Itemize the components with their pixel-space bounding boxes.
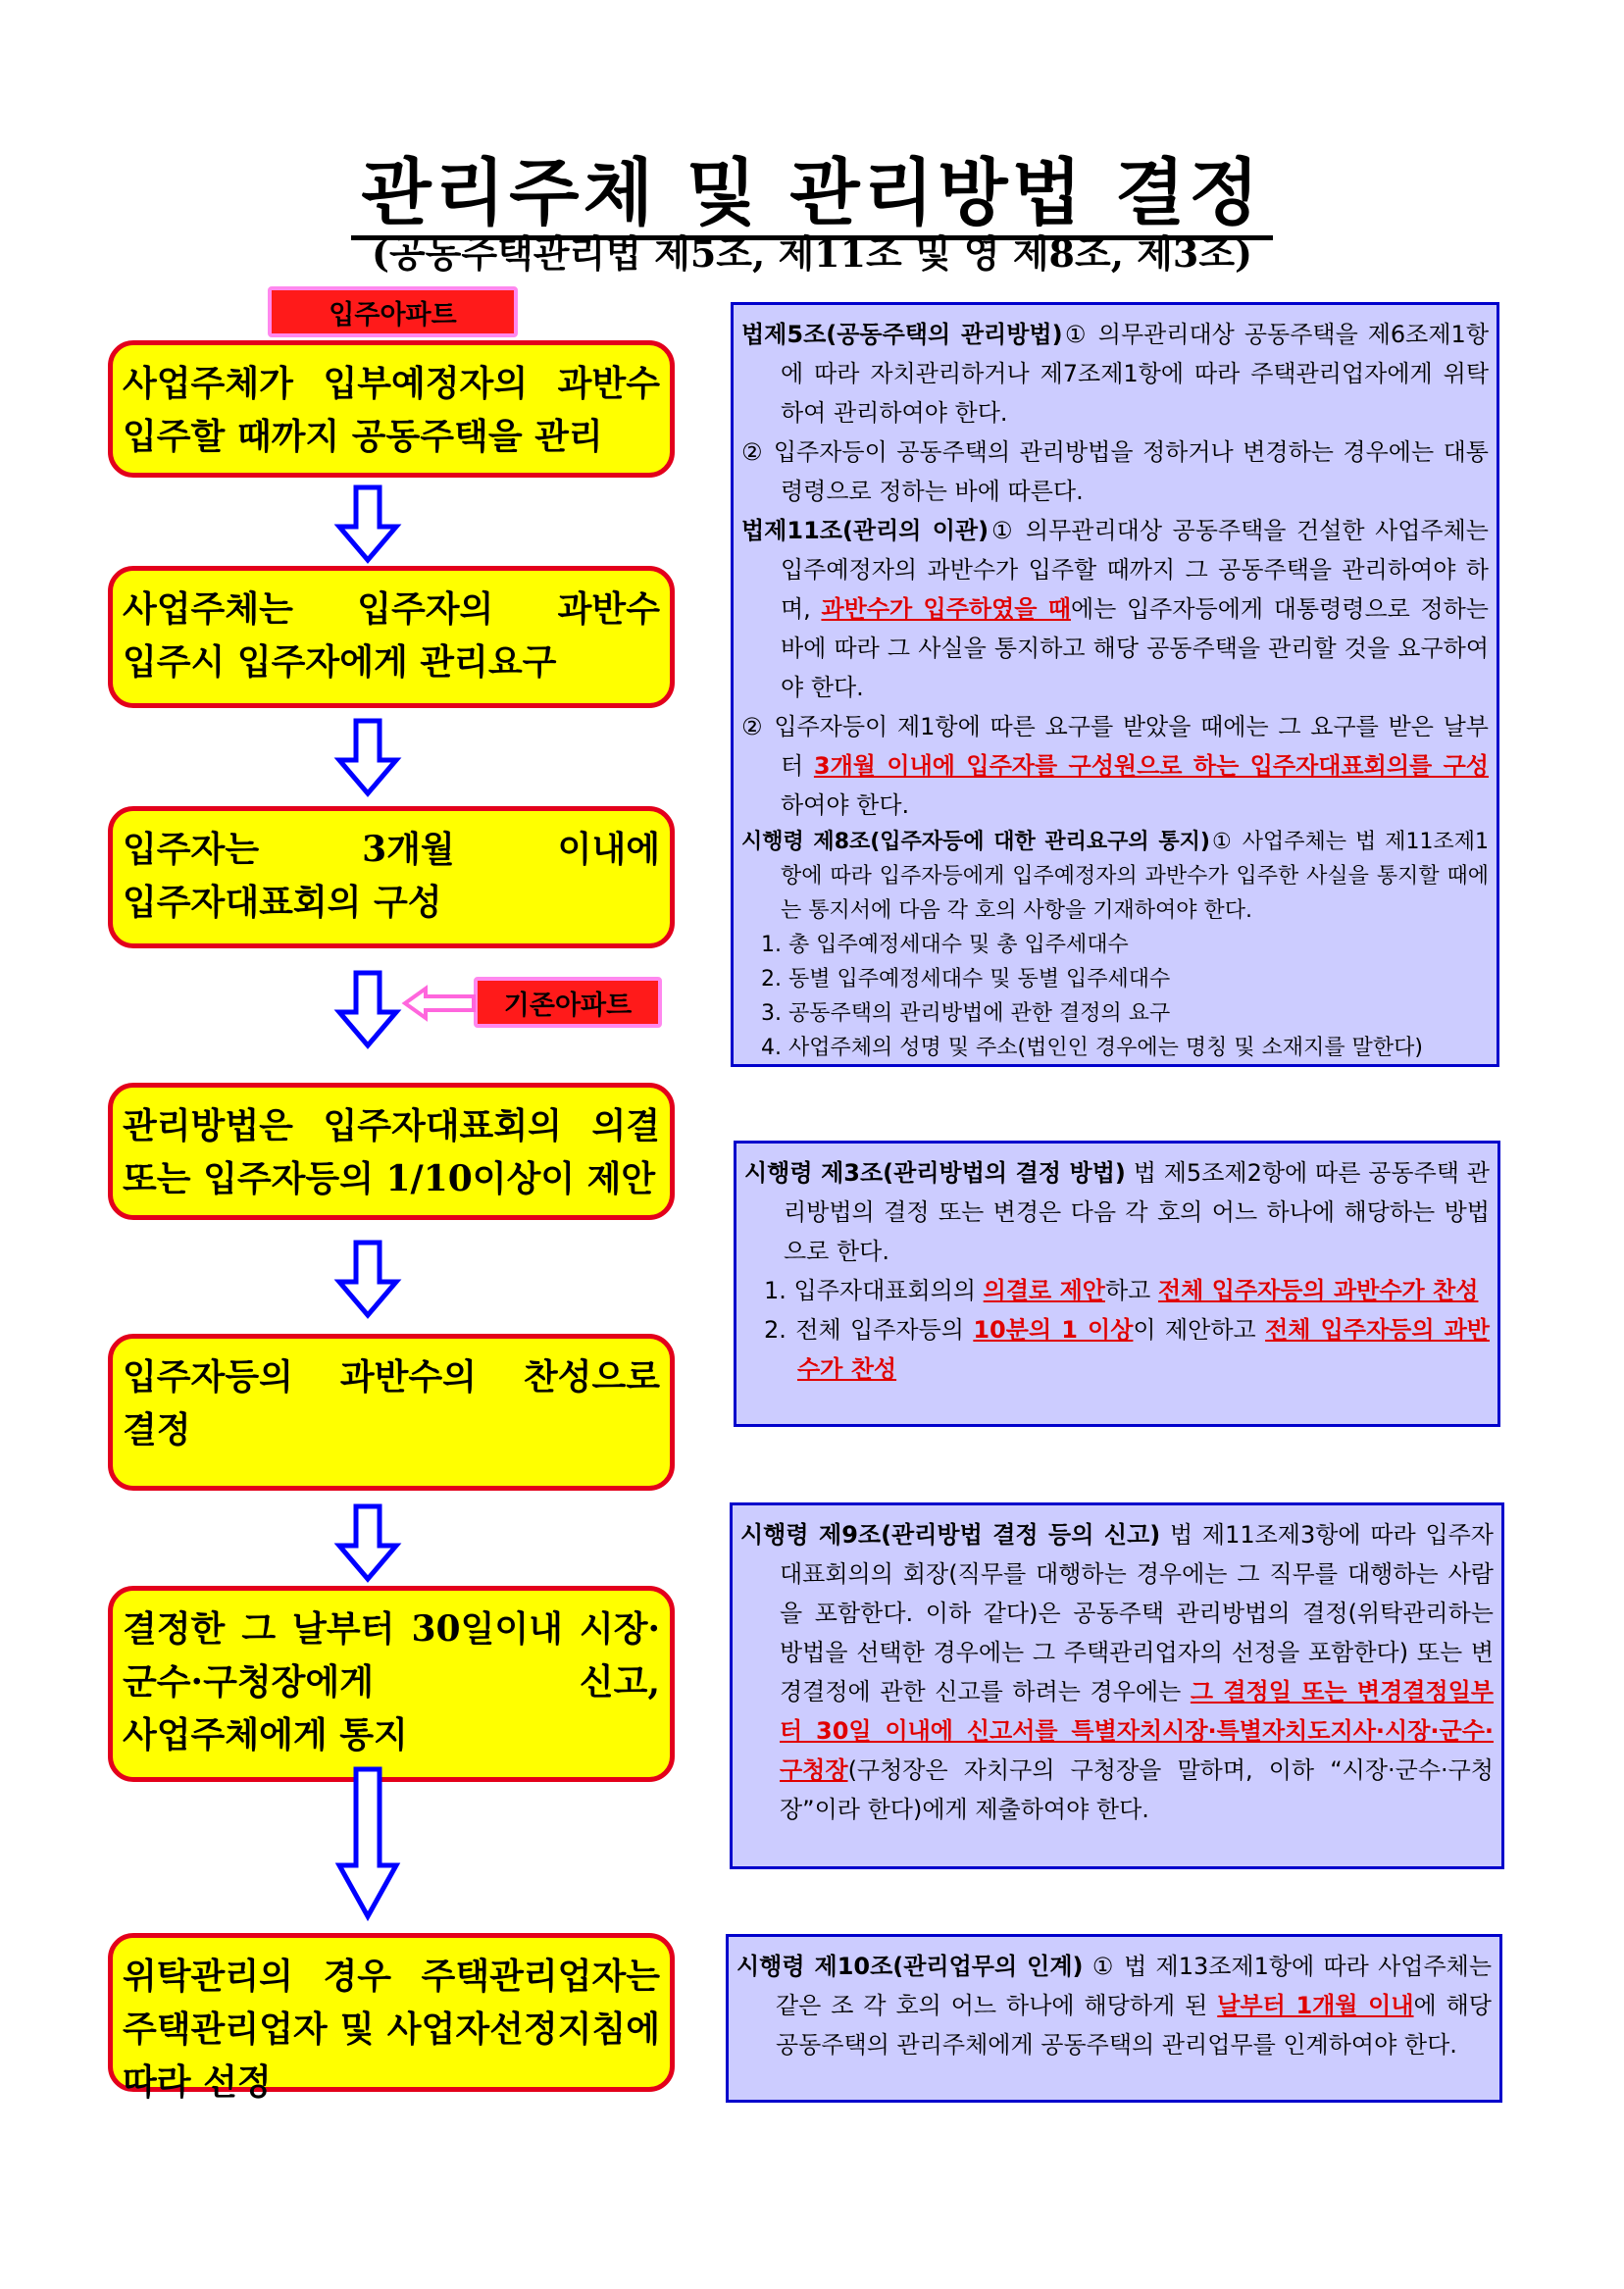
page-subtitle: (공동주택관리법 제5조, 제11조 및 영 제8조, 제3조) <box>371 231 1253 276</box>
highlight-text: 날부터 1개월 이내 <box>1217 1992 1414 2019</box>
down-arrow-icon <box>333 719 402 797</box>
flow-step-2: 사업주체는 입주자의 과반수 입주시 입주자에게 관리요구 <box>108 566 675 708</box>
article-text: 하여야 한다. <box>781 791 910 819</box>
flow-step-5: 입주자등의 과반수의 찬성으로 결정 <box>108 1334 675 1491</box>
article-text: 법 제11조제3항에 따라 입주자대표회의의 회장(직무를 대행하는 경우에는 그 직무를 대행하는 사람을 포함한다. 이하 같다)은 공동주택 관리방법의 결정(위탁관리하는 방법을 선택한 경우에는 그 주택관리업자의 선정을 포함한다) 또는 변경결정에 관한 신고를 하려는 경우에는 <box>780 1521 1494 1705</box>
law-panel-decree-9 <box>730 1502 1504 1869</box>
article-heading: 시행령 제3조(관리방법의 결정 방법) <box>744 1159 1126 1187</box>
article-text: 입주자대표회의의 <box>793 1277 977 1304</box>
article-text: 법 제5조제2항에 따른 공동주택 관리방법의 결정 또는 변경은 다음 각 호의 어느 하나에 해당하는 방법으로 한다. <box>784 1159 1490 1265</box>
highlight-text: 과반수가 입주하였을 때 <box>821 595 1071 623</box>
article-text: 전체 입주자등의 <box>795 1316 964 1344</box>
list-item: 4. 사업주체의 성명 및 주소(법인인 경우에는 명칭 및 소재지를 말한다) <box>761 1036 1423 1060</box>
article-heading: 시행령 제8조(입주자등에 대한 관리요구의 통지) <box>741 830 1210 854</box>
down-arrow-icon <box>333 485 402 564</box>
flow-step-3: 입주자는 3개월 이내에 입주자대표회의 구성 <box>108 806 675 948</box>
law-panel-decree-10 <box>726 1934 1502 2103</box>
article-text: 하고 <box>1104 1277 1151 1304</box>
article-heading: 시행령 제10조(관리업무의 인계) <box>736 1953 1084 1980</box>
flow-step-6: 결정한 그 날부터 30일이내 시장·군수·구청장에게 신고, 사업주체에게 통지 <box>108 1586 675 1782</box>
article-text: ① 의무관리대상 공동주택을 제6조제1항에 따라 자치관리하거나 제7조제1항에 따라 주택관리업자에게 위탁하여 관리하여야 한다. <box>781 321 1490 427</box>
down-arrow-icon <box>333 1504 402 1583</box>
law-panel-decree-3 <box>734 1141 1500 1427</box>
highlight-text: 10분의 1 이상 <box>973 1316 1134 1344</box>
tag-new-apartment: 입주아파트 <box>268 286 518 337</box>
article-heading: 법제11조(관리의 이관) <box>741 517 990 544</box>
list-item: 3. 공동주택의 관리방법에 관한 결정의 요구 <box>761 1001 1171 1026</box>
flow-step-4: 관리방법은 입주자대표회의 의결 또는 입주자등의 1/10이상이 제안 <box>108 1083 675 1220</box>
list-item: 1. 총 입주예정세대수 및 총 입주세대수 <box>761 933 1129 957</box>
article-text: 이 제안하고 <box>1133 1316 1256 1344</box>
highlight-text: 3개월 이내에 입주자를 구성원으로 하는 입주자대표회의를 구성 <box>813 752 1489 780</box>
article-text: ① 사업주체는 법 제11조제1항에 따라 입주자등에게 입주예정자의 과반수가 입주한 사실을 통지할 때에는 통지서에 다음 각 호의 사항을 기재하여야 한다. <box>781 830 1490 923</box>
highlight-text: 그 결정일 또는 변경결정일부터 30일 이내에 신고서를 특별자치시장·특별자치도지사·시장·군수·구청장 <box>780 1678 1494 1784</box>
article-heading: 시행령 제9조(관리방법 결정 등의 신고) <box>740 1521 1161 1549</box>
list-number: 2. <box>764 1316 787 1344</box>
left-arrow-icon <box>402 986 477 1021</box>
flow-step-7: 위탁관리의 경우 주택관리업자는 주택관리업자 및 사업자선정지침에 따라 선정 <box>108 1933 675 2092</box>
down-arrow-icon <box>333 1241 402 1319</box>
article-text: (구청장은 자치구의 구청장을 말하며, 이하 “시장·군수·구청장”이라 한다)에게 제출하여야 한다. <box>780 1756 1494 1823</box>
article-text: ② 입주자등이 공동주택의 관리방법을 정하거나 변경하는 경우에는 대통령령으로 정하는 바에 따른다. <box>741 438 1489 505</box>
page-title: 관리주체 및 관리방법 결정 <box>0 135 1624 239</box>
highlight-text: 전체 입주자등의 과반수가 찬성 <box>797 1316 1490 1383</box>
article-text: 에 해당 공동주택의 관리주체에게 공동주택의 관리업무를 인계하여야 한다. <box>776 1992 1492 2059</box>
highlight-text: 의결로 제안 <box>983 1277 1105 1304</box>
article-heading: 법제5조(공동주택의 관리방법) <box>741 321 1063 348</box>
law-panel-article-5-11 <box>731 302 1499 1067</box>
article-text: ① 의무관리대상 공동주택을 건설한 사업주체는 입주예정자의 과반수가 입주할 때까지 그 공동주택을 관리하여야 하며, <box>781 517 1489 623</box>
tag-existing-apartment: 기존아파트 <box>474 977 662 1028</box>
highlight-text: 전체 입주자등의 과반수가 찬성 <box>1157 1277 1479 1304</box>
article-text: 에는 입주자등에게 대통령령으로 정하는 바에 따라 그 사실을 통지하고 해당 공동주택을 관리할 것을 요구하여야 한다. <box>781 595 1489 701</box>
article-text: ① 법 제13조제1항에 따라 사업주체는 같은 조 각 호의 어느 하나에 해당하게 된 <box>776 1953 1493 2019</box>
flow-step-1: 사업주체가 입부예정자의 과반수 입주할 때까지 공동주택을 관리 <box>108 340 675 478</box>
list-item: 2. 동별 입주예정세대수 및 동별 입주세대수 <box>761 967 1171 992</box>
down-arrow-icon <box>333 1767 402 1924</box>
list-number: 1. <box>764 1277 787 1304</box>
article-text: ② 입주자등이 제1항에 따른 요구를 받았을 때에는 그 요구를 받은 날부터 <box>741 713 1489 780</box>
down-arrow-icon <box>333 971 402 1049</box>
